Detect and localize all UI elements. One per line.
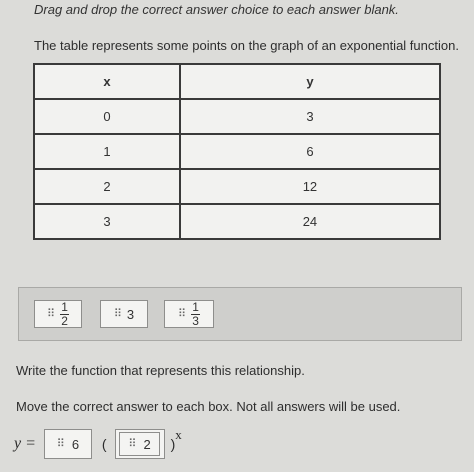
cell-y: 24 — [180, 204, 440, 239]
question-text: Write the function that represents this relationship. — [16, 363, 305, 378]
table-row — [34, 204, 440, 239]
filled-coefficient: 6 — [71, 436, 80, 452]
exponent: x — [175, 427, 182, 442]
answer-tile-one-third[interactable] — [164, 300, 214, 328]
equation — [14, 426, 182, 462]
answer-box-coefficient[interactable] — [44, 429, 92, 459]
header-y: y — [180, 64, 440, 99]
cell-y: 6 — [180, 134, 440, 169]
cell-x: 0 — [34, 99, 180, 134]
header-x: x — [34, 64, 180, 99]
tile-value: 3 — [126, 306, 135, 322]
answer-tile-one-half[interactable] — [34, 300, 82, 328]
fraction: $\frac{1}{3}$ — [192, 299, 199, 328]
table-row — [34, 169, 440, 204]
answer-tile-three[interactable] — [100, 300, 148, 328]
table-description: The table represents some points on the graph of an exponential function. — [34, 38, 459, 53]
cell-x: 1 — [34, 134, 180, 169]
filled-base: 2 — [143, 436, 151, 452]
open-paren: ( — [101, 436, 107, 452]
cell-x: 2 — [34, 169, 180, 204]
cell-x: 3 — [34, 204, 180, 239]
table-row — [34, 99, 440, 134]
fraction: $\frac{1}{2}$ — [61, 299, 68, 328]
equation-lhs: y = — [14, 435, 36, 452]
cell-y: 3 — [180, 99, 440, 134]
answer-box-base[interactable] — [115, 429, 165, 459]
table-row — [34, 134, 440, 169]
filled-base-tile[interactable] — [119, 432, 159, 456]
close-paren: ) — [170, 436, 176, 452]
answer-bank — [18, 287, 462, 341]
drag-handle-icon: ⠿ — [56, 437, 64, 450]
table-header-row — [34, 64, 440, 99]
instruction-text: Drag and drop the correct answer choice to each answer blank. — [34, 2, 399, 17]
drag-handle-icon: ⠿ — [113, 307, 121, 320]
cell-y: 12 — [180, 169, 440, 204]
instruction-move: Move the correct answer to each box. Not all answers will be used. — [16, 399, 401, 414]
points-table — [33, 63, 441, 240]
drag-handle-icon: ⠿ — [128, 437, 136, 450]
drag-handle-icon: ⠿ — [46, 307, 55, 320]
drag-handle-icon: ⠿ — [177, 307, 186, 320]
